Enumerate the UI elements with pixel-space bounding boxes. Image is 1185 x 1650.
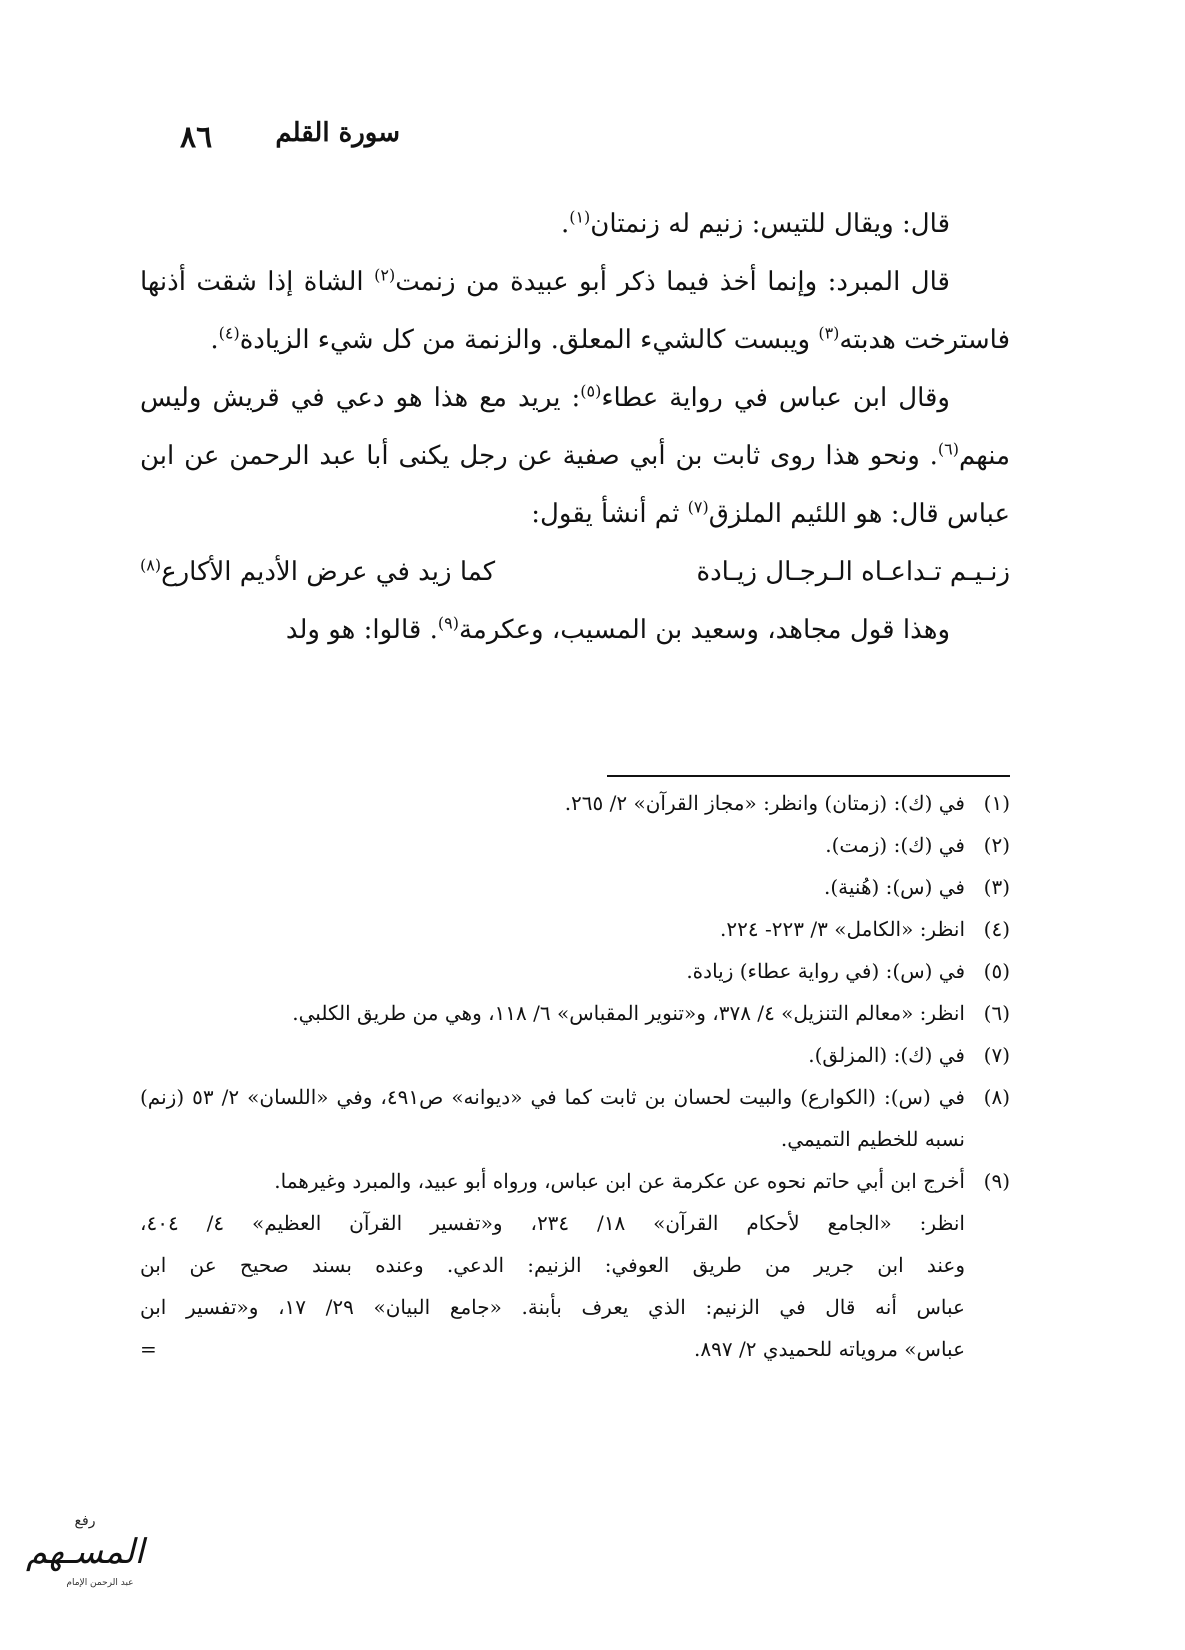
footnote-item: [140, 1076, 1010, 1160]
paragraph-4: [140, 601, 1010, 659]
footnote-9-last-line: [140, 1328, 965, 1370]
p3-text-b: : يريد مع هذا هو دعي في قريش وليس منهم: [140, 383, 1010, 471]
footnote-item: [140, 950, 1010, 992]
footnote-ref-8: (٨): [140, 555, 162, 575]
p3-text-c: . ونحو هذا روى ثابت بن أبي صفية عن رجل يكنى أبا عبد الرحمن عن ابن عباس قال: هو اللئيم الملزق: [140, 441, 1010, 529]
footnote-text: في (س): (في رواية عطاء) زيادة.: [686, 959, 965, 983]
footnote-number: (٧): [983, 1043, 1010, 1067]
p3-text-a: وقال ابن عباس في رواية عطاء: [601, 383, 950, 413]
footnote-item: [140, 824, 1010, 866]
footnote-number: (٨): [983, 1085, 1010, 1109]
footnote-ref-4: (٤): [218, 323, 240, 343]
logo-top-text: رفع: [74, 1513, 96, 1529]
paragraph-1: قال: ويقال للتيس: زنيم له زنمتان$^{(١)}$.: [560, 207, 950, 239]
footnote-item: [140, 908, 1010, 950]
p3-text-d: ثم أنشأ يقول:: [531, 499, 688, 529]
continuation-mark: =: [140, 1337, 157, 1361]
p2-text-a: قال المبرد: وإنما أخذ فيما ذكر أبو عبيدة من زنمت: [395, 267, 950, 297]
footnote-9-line-1: انظر: «الجامع لأحكام القرآن» ١٨/ ٢٣٤، و«تفسير القرآن العظيم» ٤/ ٤٠٤،: [140, 1211, 965, 1235]
page-header: [150, 110, 1020, 160]
footnote-number: (٩): [983, 1169, 1010, 1193]
footnote-ref-7: (٧): [687, 497, 709, 517]
paragraph-2: قال المبرد: وإنما أخذ فيما ذكر أبو عبيدة من زنمت$^{(٢)}$ الشاة إذا شقت أذنها فاسترخت هدبته$^{(٣)}$ ويبست كالشيء المعلق. والزنمة من كل شيء الزيادة$^{(٤)}$.: [140, 265, 1010, 355]
footnote-ref-9: (٩): [437, 613, 459, 633]
footnote-9-line-4: عباس» مروياته للحميدي ٢/ ٨٩٧.: [694, 1337, 965, 1361]
verse-hemistich-2: كما زيد في عرض الأديم الأكارع: [161, 557, 496, 587]
footnote-text: في (س): (هُنية).: [823, 875, 965, 899]
footnote-number: (٣): [983, 875, 1010, 899]
footnote-text: انظر: «الكامل» ٣/ ٢٢٣- ٢٢٤.: [720, 917, 965, 941]
footnote-text: في (ك): (المزلق).: [808, 1043, 965, 1067]
footnote-9-line-2: وعند ابن جرير من طريق العوفي: الزنيم: الدعي. وعنده بسند صحيح عن ابن: [140, 1253, 965, 1277]
footnote-ref-1: (١): [569, 207, 591, 227]
footnote-item: [140, 782, 1010, 824]
footnote-number: (٦): [983, 1001, 1010, 1025]
p1-text: قال: ويقال للتيس: زنيم له زنمتان: [590, 209, 950, 239]
footnote-ref-5: (٥): [580, 381, 602, 401]
footnote-item: [140, 992, 1010, 1034]
footnote-ref-3: (٣): [818, 323, 840, 343]
paragraph-3: [140, 369, 1010, 543]
footnote-text: في (ك): (زمت).: [825, 833, 965, 857]
footnote-9-continuation: [140, 1202, 1010, 1370]
footnote-ref-2: (٢): [374, 265, 396, 285]
logo-main-text: المسـهم: [25, 1532, 145, 1572]
footnote-text: انظر: «معالم التنزيل» ٤/ ٣٧٨، و«تنوير المقباس» ٦/ ١١٨، وهي من طريق الكلبي.: [292, 1001, 965, 1025]
footnote-text: في (س): (الكوارع) والبيت لحسان بن ثابت كما في «ديوانه» ص٤٩١، وفي «اللسان» ٢/ ٥٣ (زنم) نسبه للخطيم التميمي.: [140, 1085, 965, 1151]
footnote-9-line-3: عباس أنه قال في الزنيم: الذي يعرف بأبنة. «جامع البيان» ٢٩/ ١٧، و«تفسير ابن: [140, 1295, 965, 1319]
main-text: [140, 195, 1010, 659]
footnote-item: [140, 1160, 1010, 1202]
footnote-ref-6: (٦): [937, 439, 959, 459]
verse-hemistich-1: زنـيـم تـداعـاه الـرجـال زيـادة: [696, 557, 1010, 587]
page-number: ٨٦: [180, 120, 213, 155]
footnote-number: (١): [983, 791, 1010, 815]
p2-text-c: ويبست كالشيء المعلق. والزنمة من كل شيء الزيادة: [239, 325, 819, 355]
publisher-logo-icon: [20, 1505, 150, 1595]
surah-title: سورة القلم: [275, 118, 400, 148]
footnote-number: (٢): [983, 833, 1010, 857]
p4-text-a: وهذا قول مجاهد، وسعيد بن المسيب، وعكرمة: [458, 615, 950, 645]
poem-verse: [140, 543, 1010, 601]
footnote-separator: [607, 775, 1010, 777]
footnote-item: [140, 1034, 1010, 1076]
footnote-number: (٥): [983, 959, 1010, 983]
footnote-text: في (ك): (زمتان) وانظر: «مجاز القرآن» ٢/ ٢٦٥.: [564, 791, 965, 815]
footnote-number: (٤): [983, 917, 1010, 941]
p4-text-b: . قالوا: هو ولد: [285, 615, 438, 645]
p2-text-b: الشاة إذا شقت أذنها فاسترخت هدبته: [140, 267, 1010, 355]
footnotes: [140, 782, 1010, 1370]
footnote-text: أخرج ابن أبي حاتم نحوه عن عكرمة عن ابن عباس، ورواه أبو عبيد، والمبرد وغيرهما.: [274, 1169, 965, 1193]
footnote-item: [140, 866, 1010, 908]
logo-small-text: عبد الرحمن الإمام: [66, 1578, 134, 1588]
